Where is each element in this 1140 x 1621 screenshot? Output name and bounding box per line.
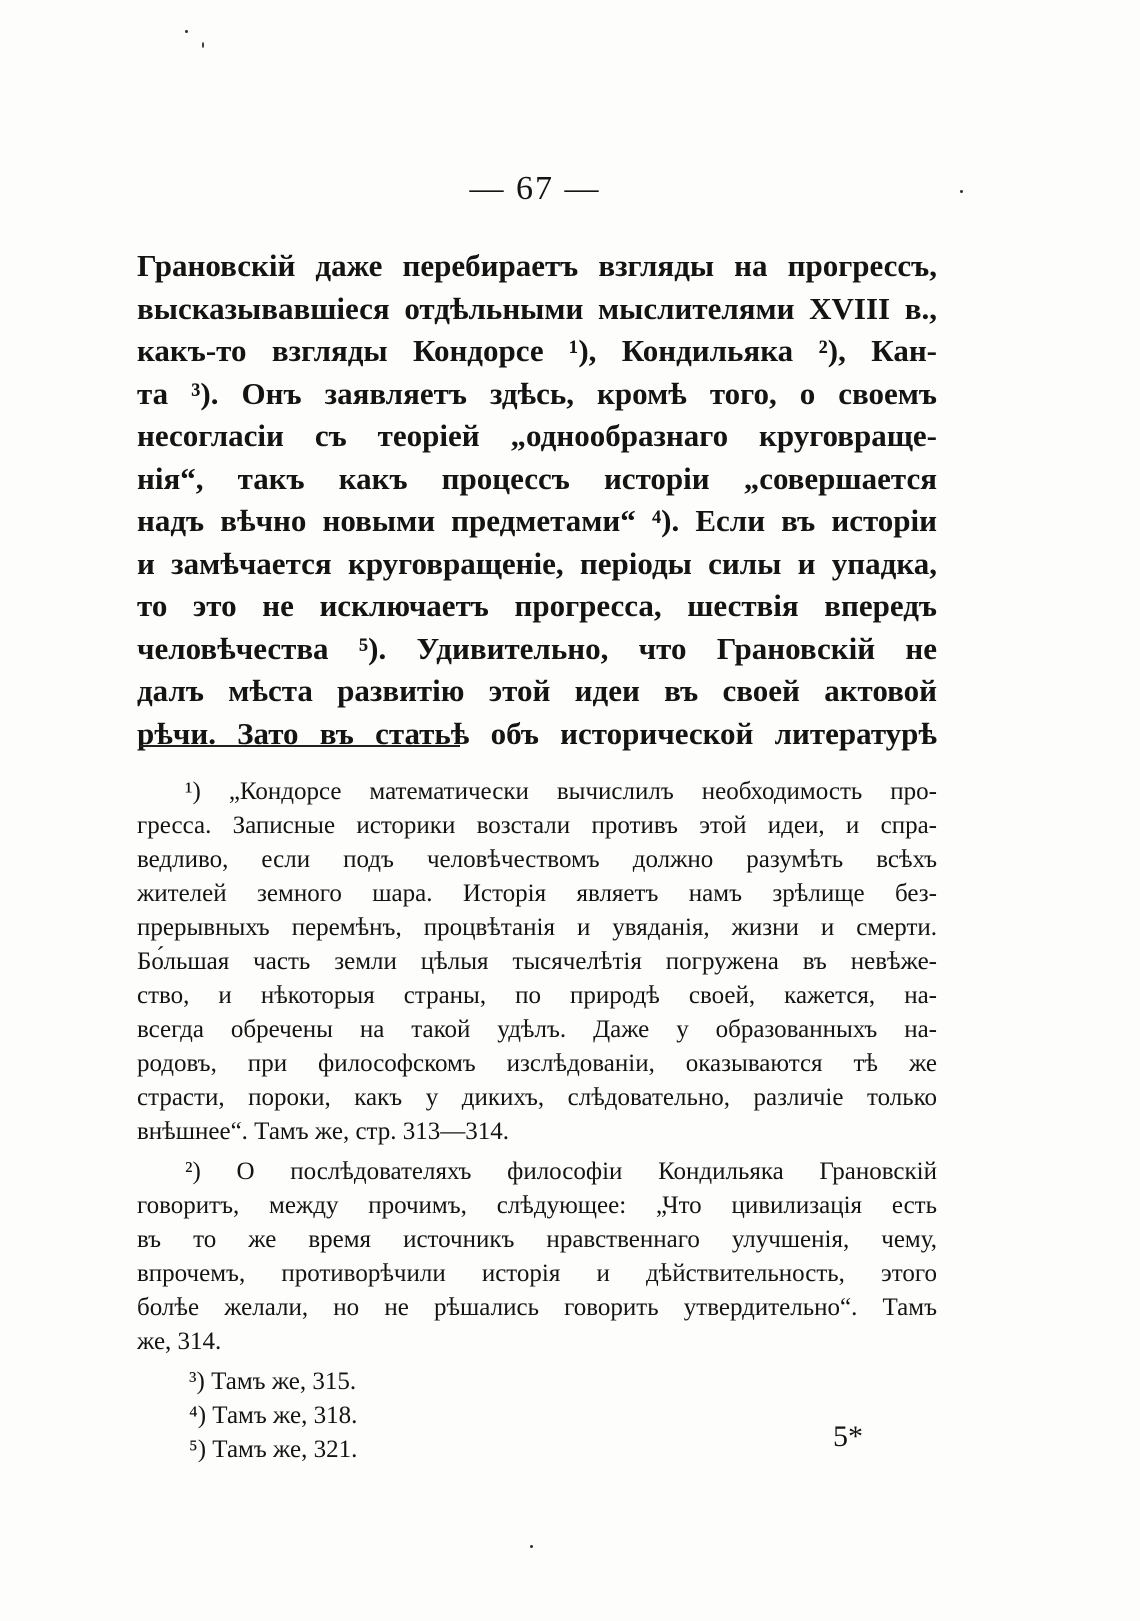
footnote-line: ведливо, если подъ человѣчествомъ должно разумѣть всѣхъ [137, 846, 937, 873]
body-text [137, 245, 937, 755]
body-line: нія“, такъ какъ процессъ исторіи „совершается [137, 460, 937, 496]
footnotes [137, 775, 937, 1467]
footnote-5: ⁵) Тамъ же, 321. [189, 1436, 358, 1463]
footnote-line: внѣшнее“. Тамъ же, стр. 313—314. [137, 1118, 510, 1145]
footnote-line: Бо́льшая часть земли цѣлыя тысячелѣтія погружена въ невѣже- [137, 948, 937, 975]
footnote-separator [140, 745, 460, 747]
footnote-line: въ то же время источникъ нравственнаго улучшенія, чему, [137, 1226, 937, 1253]
footnote-1 [137, 775, 937, 1149]
footnote-line: жителей земного шара. Исторія являетъ намъ зрѣлище без- [137, 880, 937, 907]
footnote-line: ²) О послѣдователяхъ философіи Кондильяка Грановскій [185, 1158, 937, 1185]
body-line: то это не исключаетъ прогресса, шествія впередъ [137, 588, 937, 623]
body-line: надъ вѣчно новыми предметами“ ⁴). Если въ исторіи [137, 503, 937, 538]
scan-speck [185, 30, 188, 33]
body-line: далъ мѣста развитію этой идеи въ своей актовой [137, 673, 937, 708]
page-number: — 67 — [469, 170, 601, 207]
footnote-line: страсти, пороки, какъ у дикихъ, слѣдовательно, различіе только [137, 1084, 937, 1111]
footnote-line: впрочемъ, противорѣчили исторія и дѣйствительность, этого [137, 1260, 937, 1287]
footnote-line: прерывныхъ перемѣнъ, процвѣтанія и увяданія, жизни и смерти. [137, 914, 937, 941]
footnote-line: болѣе желали, но не рѣшались говорить утвердительно“. Тамъ [137, 1294, 937, 1321]
footnote-line: всегда обречены на такой удѣлъ. Даже у образованныхъ на- [137, 1016, 937, 1043]
footnote-line: же, 314. [137, 1328, 222, 1355]
printer-signature: 5* [833, 1420, 863, 1453]
footnote-3: ³) Тамъ же, 315. [189, 1368, 357, 1395]
body-line: рѣчи. Зато въ статьѣ объ исторической литературѣ [137, 715, 937, 751]
body-line: человѣчества ⁵). Удивительно, что Грановскій не [137, 630, 937, 666]
body-line: и замѣчается круговращеніе, періоды силы и упадка, [137, 545, 937, 581]
footnote-2 [137, 1155, 937, 1359]
scan-speck [960, 190, 963, 193]
scan-speck [530, 1545, 533, 1548]
footnote-line: гресса. Записные историки возстали противъ этой идеи, и спра- [137, 812, 937, 839]
body-line: Грановскій даже перебираетъ взгляды на прогрессъ, [137, 248, 937, 283]
footnote-line: родовъ, при философскомъ изслѣдованіи, оказываются тѣ же [137, 1050, 937, 1077]
footnote-line: ство, и нѣкоторыя страны, по природѣ своей, кажется, на- [137, 982, 937, 1009]
body-line: какъ-то взгляды Кондорсе ¹), Кондильяка ²), Кан- [137, 333, 937, 368]
body-line: высказывавшіеся отдѣльными мыслителями XVIII в., [137, 290, 937, 326]
footnote-line: ¹) „Кондорсе математически вычислилъ необходимость про- [185, 778, 937, 805]
body-line: та ³). Онъ заявляетъ здѣсь, кромѣ того, о своемъ [137, 375, 937, 411]
scan-speck [202, 42, 204, 48]
body-line: несогласіи съ теоріей „однообразнаго круговраще- [137, 418, 937, 453]
footnote-line: говоритъ, между прочимъ, слѣдующее: „Что цивилизація есть [137, 1192, 937, 1219]
footnote-4: ⁴) Тамъ же, 318. [189, 1402, 358, 1429]
